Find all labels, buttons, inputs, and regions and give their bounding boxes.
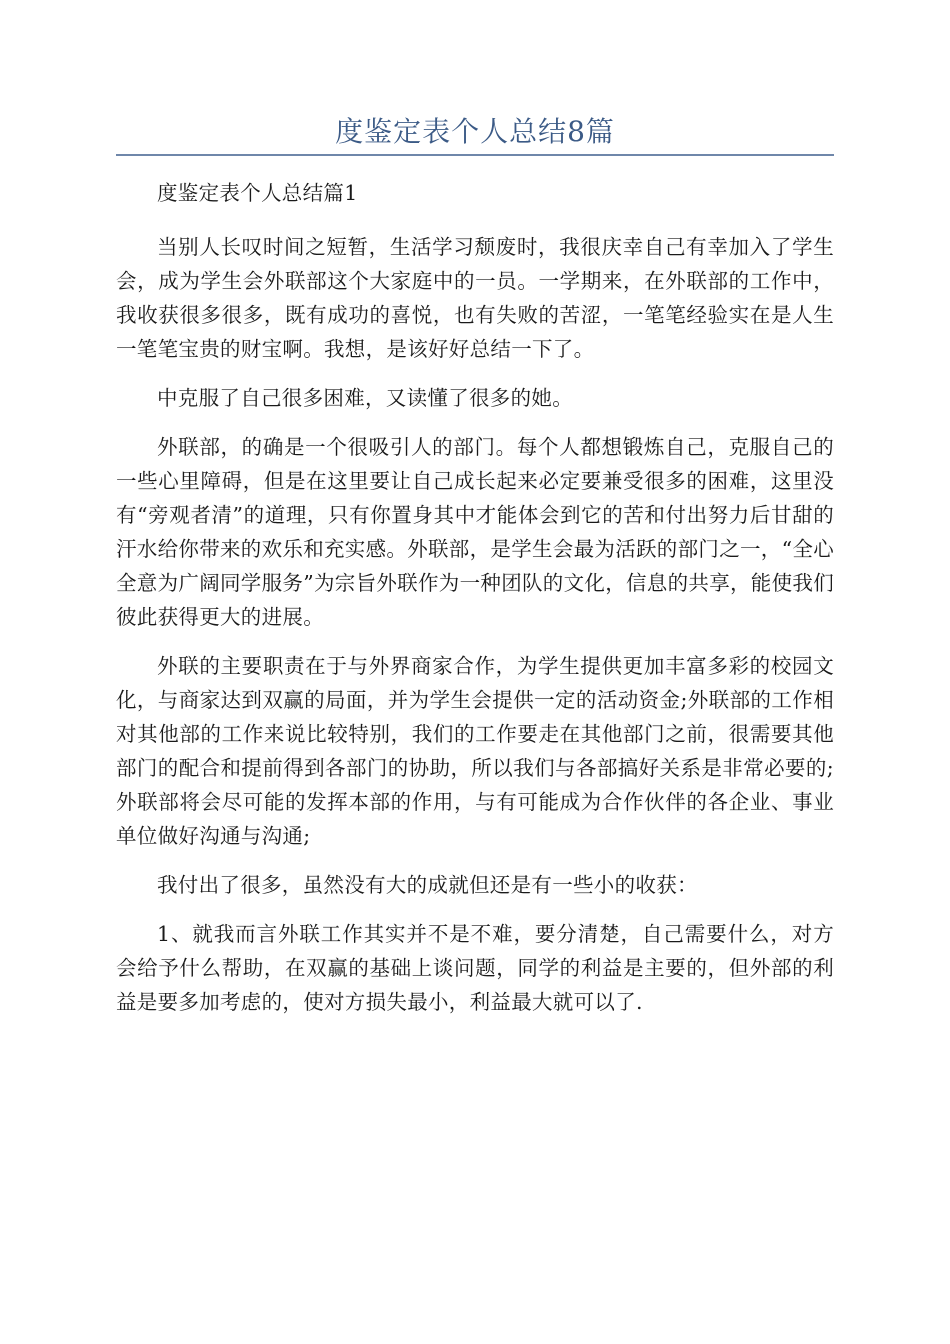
title-underline xyxy=(116,154,834,156)
document-title: 度鉴定表个人总结8篇 xyxy=(335,115,615,148)
paragraph: 外联的主要职责在于与外界商家合作，为学生提供更加丰富多彩的校园文化，与商家达到双赢的局面，并为学生会提供一定的活动资金;外联部的工作相对其他部的工作来说比较特别，我们的工作要走在其他部门之前，很需要其他部门的配合和提前得到各部门的协助，所以我们与各部搞好关系是非常必要的;外联部将会尽可能的发挥本部的作用，与有可能成为合作伙伴的各企业、事业单位做好沟通与沟通; xyxy=(116,654,834,848)
document-body xyxy=(116,176,834,1034)
paragraph: 中克服了自己很多困难，又读懂了很多的她。 xyxy=(157,386,573,410)
paragraph: 1、就我而言外联工作其实并不是不难，要分清楚，自己需要什么，对方会给予什么帮助，在双赢的基础上谈问题，同学的利益是主要的，但外部的利益是要多加考虑的，使对方损失最小，利益最大就可以了. xyxy=(116,922,834,1014)
paragraph: 我付出了很多，虽然没有大的成就但还是有一些小的收获： xyxy=(157,873,698,897)
paragraph: 外联部，的确是一个很吸引人的部门。每个人都想锻炼自己，克服自己的一些心里障碍，但是在这里要让自己成长起来必定要兼受很多的困难，这里没有“旁观者清”的道理，只有你置身其中才能体会到它的苦和付出努力后甘甜的汗水给你带来的欢乐和充实感。外联部，是学生会最为活跃的部门之一，“全心全意为广阔同学服务”为宗旨外联作为一种团队的文化，信息的共享，能使我们彼此获得更大的进展。 xyxy=(116,435,834,629)
section-heading: 度鉴定表个人总结篇1 xyxy=(157,181,358,205)
paragraph: 当别人长叹时间之短暂，生活学习颓废时，我很庆幸自己有幸加入了学生会，成为学生会外联部这个大家庭中的一员。一学期来，在外联部的工作中，我收获很多很多，既有成功的喜悦，也有失败的苦涩，一笔笔经验实在是人生一笔笔宝贵的财宝啊。我想，是该好好总结一下了。 xyxy=(116,235,834,361)
